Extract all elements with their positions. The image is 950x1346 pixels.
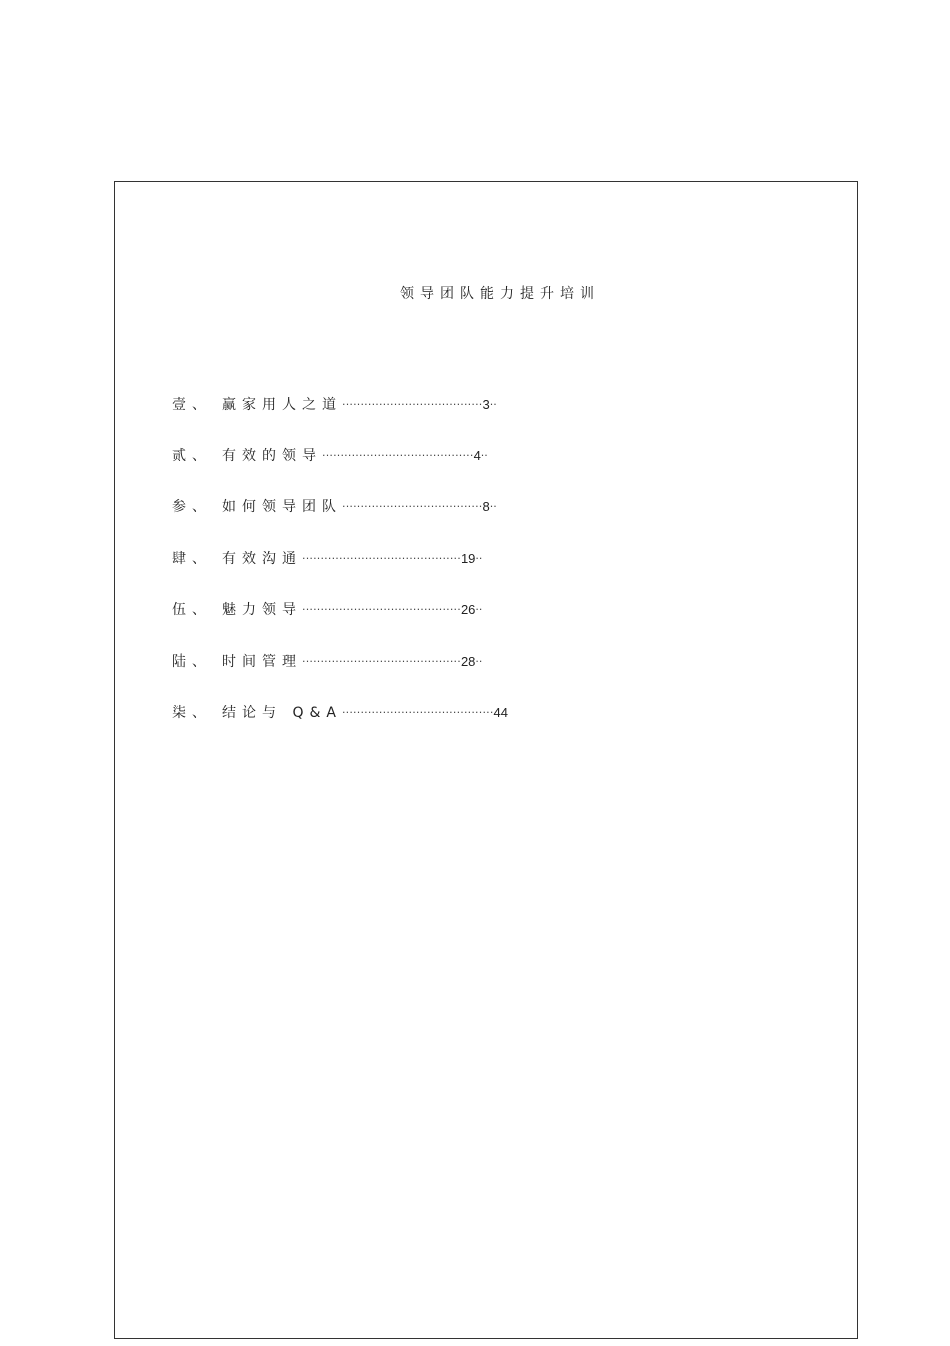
toc-leader: ······································	[342, 397, 483, 411]
toc-entry[interactable]	[172, 494, 497, 518]
toc-entry[interactable]	[172, 443, 488, 467]
toc-entry[interactable]	[172, 649, 482, 673]
toc-number: 陆	[172, 654, 192, 670]
toc-label: 结论与 Q&A	[222, 705, 342, 721]
toc-label: 有效的领导	[222, 448, 322, 464]
toc-number: 柒	[172, 705, 192, 721]
toc-leader-tail: ··	[489, 499, 497, 513]
toc-number: 肆	[172, 551, 192, 567]
toc-entry[interactable]	[172, 597, 482, 621]
toc-page-number: 8	[482, 498, 490, 514]
toc-separator: 、	[192, 602, 206, 618]
toc-leader: ···········································	[302, 551, 461, 565]
toc-separator: 、	[192, 397, 206, 413]
toc-number: 贰	[172, 448, 192, 464]
toc-page-number: 4	[473, 447, 481, 463]
toc-separator: 、	[192, 654, 206, 670]
toc-page-number: 19	[460, 550, 476, 566]
toc-page-number: 28	[460, 653, 476, 669]
toc-separator: 、	[192, 705, 206, 721]
toc-separator: 、	[192, 448, 206, 464]
toc-label: 如何领导团队	[222, 499, 342, 515]
toc-leader-tail: ··	[489, 397, 497, 411]
toc-label: 有效沟通	[222, 551, 302, 567]
toc-separator: 、	[192, 551, 206, 567]
toc-number: 伍	[172, 602, 192, 618]
toc-entry[interactable]	[172, 392, 497, 416]
toc-leader-tail: ··	[475, 654, 483, 668]
toc-number: 参	[172, 499, 192, 515]
toc-label: 时间管理	[222, 654, 302, 670]
toc-leader-tail: ··	[475, 551, 483, 565]
toc-leader-tail: ··	[475, 602, 483, 616]
toc-leader: ·········································	[341, 705, 494, 719]
toc-number: 壹	[172, 397, 192, 413]
toc-entry[interactable]	[172, 700, 508, 724]
toc-leader-tail: ··	[480, 448, 488, 462]
toc-page-number: 3	[482, 396, 490, 412]
toc-page-number: 26	[460, 601, 476, 617]
toc-page-number: 44	[493, 704, 508, 720]
toc-label: 赢家用人之道	[222, 397, 342, 413]
toc-entry[interactable]	[172, 546, 482, 570]
toc-separator: 、	[192, 499, 206, 515]
toc-leader: ···········································	[302, 654, 461, 668]
toc-label: 魅力领导	[222, 602, 302, 618]
document-title: 领导团队能力提升培训	[400, 286, 600, 302]
toc-leader: ···········································	[302, 602, 461, 616]
page-frame	[114, 181, 858, 1339]
toc-leader: ······································	[342, 499, 483, 513]
toc-leader: ·········································	[322, 448, 474, 462]
